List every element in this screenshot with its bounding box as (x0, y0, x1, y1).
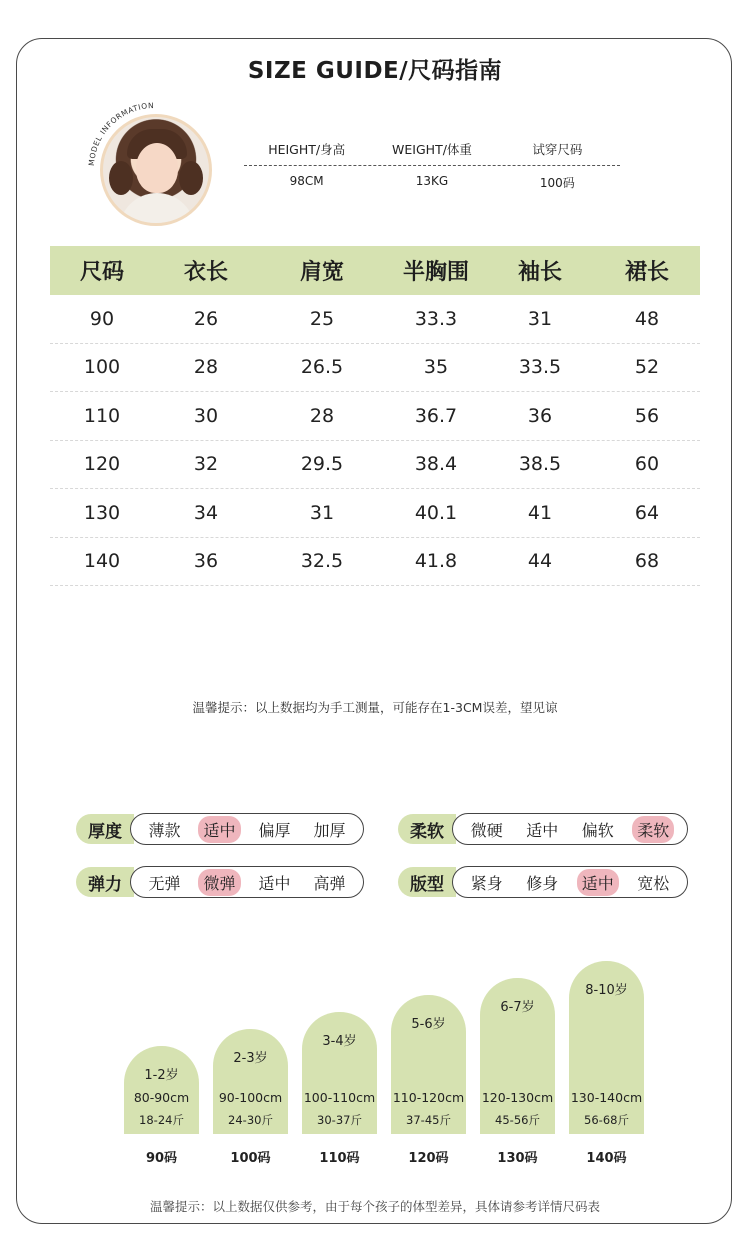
table-row (50, 392, 700, 441)
age-height-range: 120-130cm (481, 1090, 554, 1105)
table-cell: 28 (309, 404, 335, 427)
table-cell: 41 (527, 501, 553, 524)
age-size-label: 120码 (408, 1151, 449, 1166)
table-cell: 52 (634, 356, 660, 379)
table-cell: 32 (193, 453, 219, 476)
table-cell: 32.5 (300, 550, 344, 573)
age-height-range: 130-140cm (570, 1090, 643, 1105)
avatar-face (136, 143, 178, 193)
attribute-option: 偏厚 (258, 820, 291, 840)
table-cell: 38.5 (518, 453, 562, 476)
age-size-label: 110码 (319, 1151, 360, 1166)
table-row (50, 538, 700, 587)
age-size-label: 100码 (230, 1151, 271, 1166)
model-size-value: 100码 (539, 176, 575, 190)
age-weight-range: 24-30斤 (228, 1113, 273, 1127)
table-cell: 120 (83, 453, 121, 476)
age-label: 5-6岁 (411, 1017, 446, 1032)
header-shoulder: 肩宽 (299, 260, 344, 285)
table-cell: 68 (634, 550, 660, 573)
attribute-options (130, 866, 364, 898)
attribute-option: 适中 (526, 820, 559, 840)
attribute-option: 紧身 (470, 873, 503, 893)
age-height-range: 90-100cm (218, 1090, 283, 1105)
age-guide (124, 960, 664, 1170)
attribute-softness (398, 812, 688, 846)
age-column (391, 960, 466, 1134)
attribute-option: 无弹 (148, 873, 181, 893)
table-cell: 60 (634, 453, 660, 476)
attribute-fit (398, 865, 688, 899)
table-cell: 36.7 (414, 404, 458, 427)
reference-note: 温馨提示：以上数据仅供参考，由于每个孩子的体型差异，具体请参考详情尺码表 (149, 1199, 600, 1214)
hair-bun-right (179, 161, 203, 195)
table-cell: 33.3 (414, 307, 458, 330)
age-label: 3-4岁 (322, 1034, 357, 1049)
attribute-option-selected: 适中 (577, 869, 619, 896)
table-cell: 29.5 (300, 453, 344, 476)
size-table-header (50, 246, 700, 295)
age-label: 6-7岁 (500, 1000, 535, 1015)
attribute-options (130, 813, 364, 845)
attribute-option: 薄款 (148, 820, 181, 840)
attribute-option: 适中 (258, 873, 291, 893)
attribute-option-selected: 适中 (198, 816, 240, 843)
age-label: 8-10岁 (585, 983, 628, 998)
avatar (100, 114, 212, 226)
age-size-label: 90码 (145, 1151, 178, 1166)
table-cell: 34 (193, 501, 219, 524)
attribute-option-selected: 微弹 (198, 869, 240, 896)
age-label: 1-2岁 (144, 1068, 179, 1083)
attribute-option: 微硬 (470, 820, 503, 840)
attribute-elasticity (76, 865, 364, 899)
table-cell: 56 (634, 404, 660, 427)
age-weight-range: 56-68斤 (584, 1113, 629, 1127)
model-weight-value: 13KG (415, 174, 449, 188)
attribute-options (452, 813, 688, 845)
table-cell: 33.5 (518, 356, 562, 379)
model-info (244, 140, 620, 191)
header-skirt-length: 裙长 (624, 260, 669, 285)
attribute-label: 版型 (398, 867, 456, 897)
table-cell: 31 (527, 307, 553, 330)
model-size-label: 试穿尺码 (532, 142, 583, 157)
age-height-range: 100-110cm (303, 1090, 376, 1105)
table-cell: 100 (83, 356, 121, 379)
model-info-headers (244, 140, 620, 166)
table-cell: 36 (193, 550, 219, 573)
page-title: SIZE GUIDE/尺码指南 (247, 58, 503, 84)
header-length: 衣长 (183, 260, 228, 285)
age-weight-range: 30-37斤 (317, 1113, 362, 1127)
age-weight-range: 37-45斤 (406, 1113, 451, 1127)
table-cell: 28 (193, 356, 219, 379)
table-row (50, 441, 700, 490)
header-half-chest: 半胸围 (402, 260, 469, 285)
avatar-body (119, 193, 195, 226)
attribute-option: 宽松 (637, 873, 670, 893)
header-sleeve: 袖长 (517, 260, 562, 285)
age-height-range: 110-120cm (392, 1090, 465, 1105)
table-cell: 35 (423, 356, 449, 379)
age-column (124, 960, 199, 1134)
model-height-value: 98CM (289, 174, 324, 188)
attribute-label: 弹力 (76, 867, 134, 897)
header-size: 尺码 (79, 260, 124, 285)
model-weight-label: WEIGHT/体重 (392, 142, 472, 157)
hair-bun-left (109, 161, 133, 195)
table-cell: 64 (634, 501, 660, 524)
attribute-options (452, 866, 688, 898)
table-cell: 110 (83, 404, 121, 427)
table-cell: 30 (193, 404, 219, 427)
table-cell: 36 (527, 404, 553, 427)
attribute-option-selected: 柔软 (632, 816, 674, 843)
age-column (213, 960, 288, 1134)
attribute-thickness (76, 812, 364, 846)
measurement-note: 温馨提示：以上数据均为手工测量，可能存在1-3CM误差，望见谅 (192, 700, 558, 715)
model-arc-label: MODEL INFORMATION (86, 100, 155, 167)
attribute-option: 修身 (526, 873, 559, 893)
age-size-label: 130码 (497, 1151, 538, 1166)
table-cell: 90 (89, 307, 115, 330)
age-weight-range: 45-56斤 (495, 1113, 540, 1127)
table-cell: 48 (634, 307, 660, 330)
table-row (50, 295, 700, 344)
model-info-values (244, 166, 620, 191)
model-height-label: HEIGHT/身高 (268, 142, 346, 157)
size-table (50, 246, 700, 586)
model-avatar-block (84, 98, 224, 238)
table-cell: 26 (193, 307, 219, 330)
age-column (569, 960, 644, 1134)
table-cell: 44 (527, 550, 553, 573)
table-cell: 26.5 (300, 356, 344, 379)
age-label: 2-3岁 (233, 1051, 268, 1066)
age-column (480, 960, 555, 1134)
attribute-label: 柔软 (398, 814, 456, 844)
table-cell: 31 (309, 501, 335, 524)
attribute-option: 偏软 (581, 820, 614, 840)
age-size-label: 140码 (586, 1151, 627, 1166)
table-cell: 38.4 (414, 453, 458, 476)
table-cell: 130 (83, 501, 121, 524)
table-cell: 140 (83, 550, 121, 573)
table-cell: 40.1 (414, 501, 458, 524)
age-weight-range: 18-24斤 (139, 1113, 184, 1127)
table-cell: 41.8 (414, 550, 458, 573)
attribute-option: 高弹 (313, 873, 346, 893)
table-row (50, 344, 700, 393)
attribute-option: 加厚 (313, 820, 346, 840)
attribute-label: 厚度 (76, 814, 134, 844)
age-column (302, 960, 377, 1134)
age-height-range: 80-90cm (133, 1090, 190, 1105)
table-row (50, 489, 700, 538)
table-cell: 25 (309, 307, 335, 330)
